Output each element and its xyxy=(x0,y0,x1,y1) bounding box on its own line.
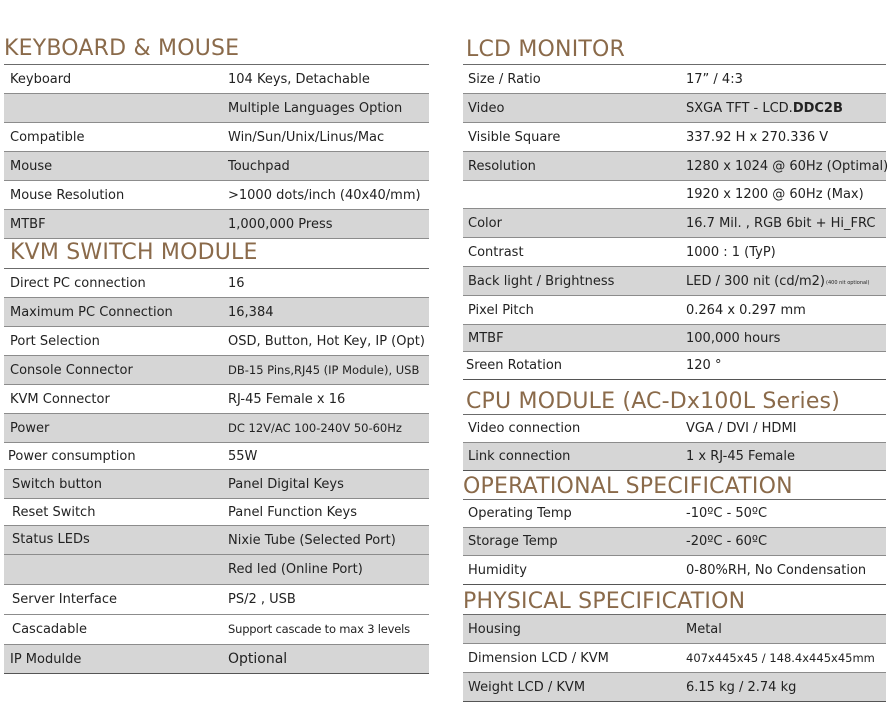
spec-row xyxy=(4,298,429,327)
spec-label: Video xyxy=(468,100,505,116)
spec-value: DB-15 Pins,RJ45 (IP Module), USB xyxy=(228,363,420,377)
spec-row xyxy=(463,415,886,443)
spec-row xyxy=(4,470,429,499)
spec-value: 55W xyxy=(228,448,258,464)
spec-value xyxy=(686,94,843,122)
spec-row xyxy=(463,123,886,152)
spec-label: Color xyxy=(468,215,502,231)
spec-label: Keyboard xyxy=(10,71,72,87)
spec-value: 120 ° xyxy=(686,358,722,373)
spec-row xyxy=(4,65,429,94)
spec-label: Maximum PC Connection xyxy=(10,304,173,320)
spec-value-note: (400 nit optional) xyxy=(826,280,870,286)
spec-label: Dimension LCD / KVM xyxy=(468,650,609,666)
spec-row xyxy=(463,528,886,556)
spec-label: Video connection xyxy=(468,421,581,436)
spec-value: -20ºC - 60ºC xyxy=(686,534,768,549)
spec-label: Switch button xyxy=(12,476,102,492)
spec-value: Multiple Languages Option xyxy=(228,100,403,116)
spec-label: Link connection xyxy=(468,449,571,464)
spec-value: Panel Function Keys xyxy=(228,504,357,520)
section-title-lcd-monitor: LCD MONITOR xyxy=(466,37,626,62)
spec-value: 16 xyxy=(228,275,245,291)
spec-label: Weight LCD / KVM xyxy=(468,679,586,695)
spec-value: DC 12V/AC 100-240V 50-60Hz xyxy=(228,421,402,435)
spec-value: 16,384 xyxy=(228,304,274,320)
spec-value: 6.15 kg / 2.74 kg xyxy=(686,679,797,695)
spec-value: 1920 x 1200 @ 60Hz (Max) xyxy=(686,187,864,202)
spec-row xyxy=(463,352,886,380)
section-title-kvm-switch: KVM SWITCH MODULE xyxy=(10,240,258,265)
spec-label: Contrast xyxy=(468,244,524,260)
spec-label: Reset Switch xyxy=(12,504,96,520)
spec-row xyxy=(463,644,886,673)
spec-value-bold: DDC2B xyxy=(792,100,843,116)
spec-value: -10ºC - 50ºC xyxy=(686,506,768,521)
spec-row xyxy=(463,209,886,238)
spec-label: Direct PC connection xyxy=(10,275,146,291)
spec-value: 104 Keys, Detachable xyxy=(228,71,370,87)
spec-label: IP Modulde xyxy=(10,651,82,667)
spec-row xyxy=(4,210,429,239)
spec-value-text: LED / 300 nit (cd/m2) xyxy=(686,273,825,289)
spec-label: Humidity xyxy=(468,562,527,578)
spec-label: Cascadable xyxy=(12,621,88,637)
spec-row xyxy=(4,526,429,555)
spec-value: 100,000 hours xyxy=(686,330,781,346)
section-title-keyboard-mouse: KEYBOARD & MOUSE xyxy=(4,36,240,61)
spec-label: Status LEDs xyxy=(12,532,90,547)
spec-value: 1280 x 1024 @ 60Hz (Optimal) xyxy=(686,158,889,174)
spec-label: Size / Ratio xyxy=(468,71,541,87)
spec-value: 407x445x45 / 148.4x445x45mm xyxy=(686,651,875,665)
spec-value: Red led (Online Port) xyxy=(228,562,363,577)
spec-value: Win/Sun/Unix/Linus/Mac xyxy=(228,129,385,145)
spec-row xyxy=(4,327,429,356)
spec-row xyxy=(4,499,429,526)
spec-row xyxy=(463,296,886,325)
spec-row xyxy=(4,269,429,298)
spec-label: Power xyxy=(10,420,50,436)
spec-row xyxy=(4,123,429,152)
spec-row xyxy=(463,500,886,528)
spec-value: Metal xyxy=(686,621,722,637)
spec-label: Operating Temp xyxy=(468,506,572,521)
spec-row xyxy=(463,152,889,181)
spec-value: 17” / 4:3 xyxy=(686,71,743,87)
spec-value: 1000 : 1 (TyP) xyxy=(686,244,776,260)
spec-value: Optional xyxy=(228,651,288,667)
spec-value xyxy=(686,267,869,295)
spec-label: Console Connector xyxy=(10,362,133,378)
spec-label: Storage Temp xyxy=(468,534,558,549)
spec-value: 0.264 x 0.297 mm xyxy=(686,302,806,318)
spec-value: VGA / DVI / HDMI xyxy=(686,421,797,436)
section-title-cpu-module: CPU MODULE (AC-Dx100L Series) xyxy=(466,389,840,414)
spec-label: Sreen Rotation xyxy=(466,358,563,373)
spec-value: 337.92 H x 270.336 V xyxy=(686,129,829,145)
spec-label: Housing xyxy=(468,621,521,637)
spec-label: Mouse xyxy=(10,158,53,174)
spec-label: Compatible xyxy=(10,129,85,145)
spec-value: 1,000,000 Press xyxy=(228,216,333,232)
spec-row xyxy=(463,325,886,352)
spec-label: Pixel Pitch xyxy=(468,302,534,318)
spec-row xyxy=(4,443,429,470)
spec-row xyxy=(463,65,886,94)
spec-value: RJ-45 Female x 16 xyxy=(228,391,346,407)
spec-value: Touchpad xyxy=(228,158,290,174)
spec-row xyxy=(463,556,886,585)
spec-row xyxy=(463,181,886,209)
spec-value: >1000 dots/inch (40x40/mm) xyxy=(228,187,421,203)
spec-row xyxy=(4,555,429,585)
spec-value: 16.7 Mil. , RGB 6bit + Hi_FRC xyxy=(686,215,876,231)
spec-value: PS/2 , USB xyxy=(228,592,296,607)
spec-value: Panel Digital Keys xyxy=(228,476,344,492)
spec-row xyxy=(463,615,886,644)
spec-value-text: SXGA TFT - LCD. xyxy=(686,100,793,116)
spec-row xyxy=(4,414,429,443)
spec-value: Support cascade to max 3 levels xyxy=(228,622,410,636)
spec-row xyxy=(463,443,886,471)
spec-row xyxy=(463,267,886,296)
spec-row xyxy=(4,181,429,210)
spec-row xyxy=(463,238,886,267)
spec-row xyxy=(463,673,886,702)
spec-value: 1 x RJ-45 Female xyxy=(686,449,796,464)
spec-row xyxy=(4,615,429,643)
spec-row xyxy=(4,356,429,385)
spec-label: MTBF xyxy=(468,330,504,346)
spec-label: Server Interface xyxy=(12,592,117,607)
spec-row xyxy=(4,152,429,181)
spec-row xyxy=(4,644,429,674)
spec-row xyxy=(4,385,429,414)
spec-row xyxy=(4,94,429,123)
spec-label: Port Selection xyxy=(10,333,100,349)
spec-value: 0-80%RH, No Condensation xyxy=(686,562,867,578)
spec-value: Nixie Tube (Selected Port) xyxy=(228,532,396,548)
spec-label: Power consumption xyxy=(8,448,136,464)
spec-row xyxy=(463,94,886,123)
spec-label: Mouse Resolution xyxy=(10,187,125,203)
spec-label: Back light / Brightness xyxy=(468,273,615,289)
spec-label: Visible Square xyxy=(468,129,561,145)
section-title-operational: OPERATIONAL SPECIFICATION xyxy=(463,474,793,499)
spec-value: OSD, Button, Hot Key, IP (Opt) xyxy=(228,333,425,349)
spec-label: KVM Connector xyxy=(10,391,110,407)
section-title-physical: PHYSICAL SPECIFICATION xyxy=(463,589,746,614)
spec-row xyxy=(4,585,429,615)
spec-label: MTBF xyxy=(10,216,46,232)
spec-label: Resolution xyxy=(468,158,536,174)
